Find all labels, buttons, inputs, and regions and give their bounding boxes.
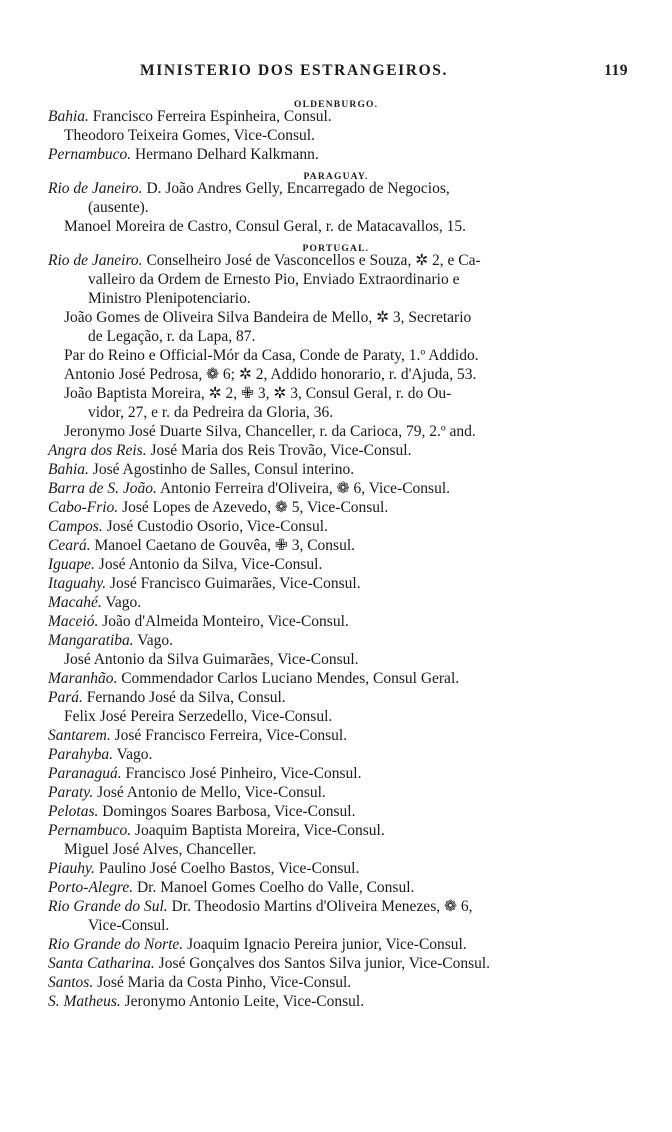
entry-text: José Agostinho de Salles, Consul interino.	[88, 461, 355, 478]
entry-text: Par do Reino e Official-Mór da Casa, Conde de Paraty, 1.º Addido.	[64, 347, 479, 364]
entry-line	[88, 916, 169, 935]
entry-text: João Baptista Moreira, ✲ 2, ✙ 3, ✲ 3, Consul Geral, r. do Ou-	[64, 385, 452, 402]
entry-line	[48, 992, 364, 1011]
entry-line	[48, 878, 414, 897]
entry-text: José Maria da Costa Pinho, Vice-Consul.	[93, 974, 352, 991]
entry-line	[64, 840, 256, 859]
place-name: Paranaguá.	[48, 765, 122, 782]
entry-text: de Legação, r. da Lapa, 87.	[88, 328, 256, 345]
entry-text: Felix José Pereira Serzedello, Vice-Consul.	[64, 708, 333, 725]
entry-line	[48, 669, 459, 688]
place-name: Santarem.	[48, 727, 111, 744]
entry-text: Joaquim Ignacio Pereira junior, Vice-Consul.	[183, 936, 467, 953]
place-name: Maranhão.	[48, 670, 118, 687]
entry-text: vidor, 27, e r. da Pedreira da Gloria, 36.	[88, 404, 334, 421]
entry-text: Antonio José Pedrosa, ❁ 6; ✲ 2, Addido honorario, r. d'Ajuda, 53.	[64, 366, 477, 383]
place-name: Macahé.	[48, 594, 102, 611]
place-name: Iguape.	[48, 556, 95, 573]
place-name: Pernambuco.	[48, 822, 132, 839]
entry-text: Theodoro Teixeira Gomes, Vice-Consul.	[64, 127, 315, 144]
entry-line	[48, 555, 322, 574]
entry-text: Manoel Caetano de Gouvêa, ✙ 3, Consul.	[90, 537, 356, 554]
place-name: Bahia.	[48, 108, 89, 125]
place-name: Porto-Alegre.	[48, 879, 134, 896]
entry-text: José Francisco Guimarães, Vice-Consul.	[106, 575, 361, 592]
entry-text: João Gomes de Oliveira Silva Bandeira de Mello, ✲ 3, Secretario	[64, 309, 472, 326]
entry-line	[48, 973, 351, 992]
entry-text: Vago.	[113, 746, 153, 763]
entry-text: Jeronymo Antonio Leite, Vice-Consul.	[120, 993, 365, 1010]
place-name: Santos.	[48, 974, 94, 991]
entry-text: Domingos Soares Barbosa, Vice-Consul.	[98, 803, 356, 820]
place-name: Bahia.	[48, 461, 89, 478]
place-name: Mangaratiba.	[48, 632, 134, 649]
entry-line	[48, 783, 326, 802]
entry-line	[48, 536, 355, 555]
entry-text: Dr. Theodosio Martins d'Oliveira Menezes, ❁ 6,	[167, 898, 473, 915]
entry-line	[88, 403, 333, 422]
entry-line	[64, 422, 476, 441]
entry-text: Joaquim Baptista Moreira, Vice-Consul.	[131, 822, 385, 839]
entry-line	[48, 897, 472, 916]
entry-text: José Antonio da Silva, Vice-Consul.	[94, 556, 323, 573]
page-number: 119	[604, 62, 628, 79]
entry-text: Fernando José da Silva, Consul.	[82, 689, 286, 706]
entry-line	[64, 217, 466, 236]
entry-line	[48, 764, 362, 783]
entry-text: João d'Almeida Monteiro, Vice-Consul.	[98, 613, 349, 630]
place-name: S. Matheus.	[48, 993, 121, 1010]
place-name: Rio Grande do Sul.	[48, 898, 168, 915]
entry-text: José Custodio Osorio, Vice-Consul.	[102, 518, 328, 535]
entry-text: Commendador Carlos Luciano Mendes, Consul Geral.	[117, 670, 460, 687]
entry-text: José Gonçalves dos Santos Silva junior, Vice-Consul.	[154, 955, 491, 972]
entry-text: Ministro Plenipotenciario.	[88, 290, 251, 307]
entry-line	[48, 593, 141, 612]
entry-line	[48, 107, 332, 126]
entry-text: Vago.	[133, 632, 174, 649]
entry-line	[88, 327, 255, 346]
entry-line	[88, 289, 251, 308]
section-heading: PARAGUAY.	[303, 172, 369, 182]
entry-line	[48, 479, 450, 498]
place-name: Rio de Janeiro.	[48, 180, 143, 197]
entry-line	[48, 612, 349, 631]
entry-line	[48, 935, 467, 954]
entry-line	[64, 650, 359, 669]
place-name: Parahyba.	[48, 746, 114, 763]
section-heading: OLDENBURGO.	[294, 100, 379, 110]
entry-text: José Lopes de Azevedo, ❁ 5, Vice-Consul.	[118, 499, 389, 516]
page-title: MINISTERIO DOS ESTRANGEIROS.	[140, 62, 448, 79]
entry-text: Jeronymo José Duarte Silva, Chanceller, r. da Carioca, 79, 2.º and.	[64, 423, 476, 440]
section-heading: PORTUGAL.	[302, 244, 370, 254]
entry-text: Hermano Delhard Kalkmann.	[131, 146, 319, 163]
entry-line	[48, 179, 450, 198]
entry-line	[48, 441, 411, 460]
place-name: Santa Catharina.	[48, 955, 155, 972]
entry-text: valleiro da Ordem de Ernesto Pio, Enviado Extraordinario e	[88, 271, 460, 288]
entry-line	[48, 688, 286, 707]
place-name: Angra dos Reis.	[48, 442, 147, 459]
entry-text: Paulino José Coelho Bastos, Vice-Consul.	[94, 860, 360, 877]
entry-line	[48, 498, 388, 517]
entry-text: Francisco José Pinheiro, Vice-Consul.	[121, 765, 362, 782]
entry-line	[48, 954, 490, 973]
entry-line	[64, 346, 479, 365]
entry-line	[64, 365, 476, 384]
entry-text: Francisco Ferreira Espinheira, Consul.	[88, 108, 332, 125]
place-name: Pelotas.	[48, 803, 99, 820]
entry-text: D. João Andres Gelly, Encarregado de Negocios,	[142, 180, 450, 197]
place-name: Itaguahy.	[48, 575, 107, 592]
entry-text: Antonio Ferreira d'Oliveira, ❁ 6, Vice-Consul.	[156, 480, 450, 497]
place-name: Paraty.	[48, 784, 94, 801]
entry-line	[48, 859, 359, 878]
entry-line	[48, 821, 385, 840]
entry-text: Vago.	[101, 594, 142, 611]
entry-line	[64, 308, 471, 327]
place-name: Piauhy.	[48, 860, 95, 877]
entry-text: Vice-Consul.	[88, 917, 170, 934]
place-name: Cabo-Frio.	[48, 499, 119, 516]
place-name: Ceará.	[48, 537, 91, 554]
entry-line	[64, 707, 332, 726]
place-name: Barra de S. João.	[48, 480, 157, 497]
entry-text: José Antonio da Silva Guimarães, Vice-Consul.	[64, 651, 359, 668]
entry-text: Conselheiro José de Vasconcellos e Souza, ✲ 2, e Ca-	[142, 252, 481, 269]
place-name: Rio de Janeiro.	[48, 252, 143, 269]
entry-line	[48, 145, 319, 164]
entry-line	[48, 631, 173, 650]
entry-text: Manoel Moreira de Castro, Consul Geral, r. de Matacavallos, 15.	[64, 218, 467, 235]
place-name: Pará.	[48, 689, 83, 706]
entry-line	[48, 574, 361, 593]
running-header	[140, 62, 628, 84]
place-name: Rio Grande do Norte.	[48, 936, 184, 953]
entry-text: (ausente).	[88, 199, 149, 216]
place-name: Pernambuco.	[48, 146, 132, 163]
entry-text: José Maria dos Reis Trovão, Vice-Consul.	[146, 442, 412, 459]
entry-line	[88, 198, 149, 217]
entry-line	[48, 251, 481, 270]
entry-line	[64, 126, 315, 145]
entry-line	[64, 384, 451, 403]
entry-text: Dr. Manoel Gomes Coelho do Valle, Consul.	[133, 879, 415, 896]
entry-line	[88, 270, 459, 289]
entry-text: José Francisco Ferreira, Vice-Consul.	[110, 727, 348, 744]
entry-line	[48, 745, 152, 764]
entry-text: Miguel José Alves, Chanceller.	[64, 841, 257, 858]
entry-line	[48, 726, 347, 745]
entry-text: José Antonio de Mello, Vice-Consul.	[93, 784, 326, 801]
place-name: Maceió.	[48, 613, 99, 630]
entry-line	[48, 517, 328, 536]
entry-line	[48, 802, 355, 821]
place-name: Campos.	[48, 518, 103, 535]
entry-line	[48, 460, 354, 479]
